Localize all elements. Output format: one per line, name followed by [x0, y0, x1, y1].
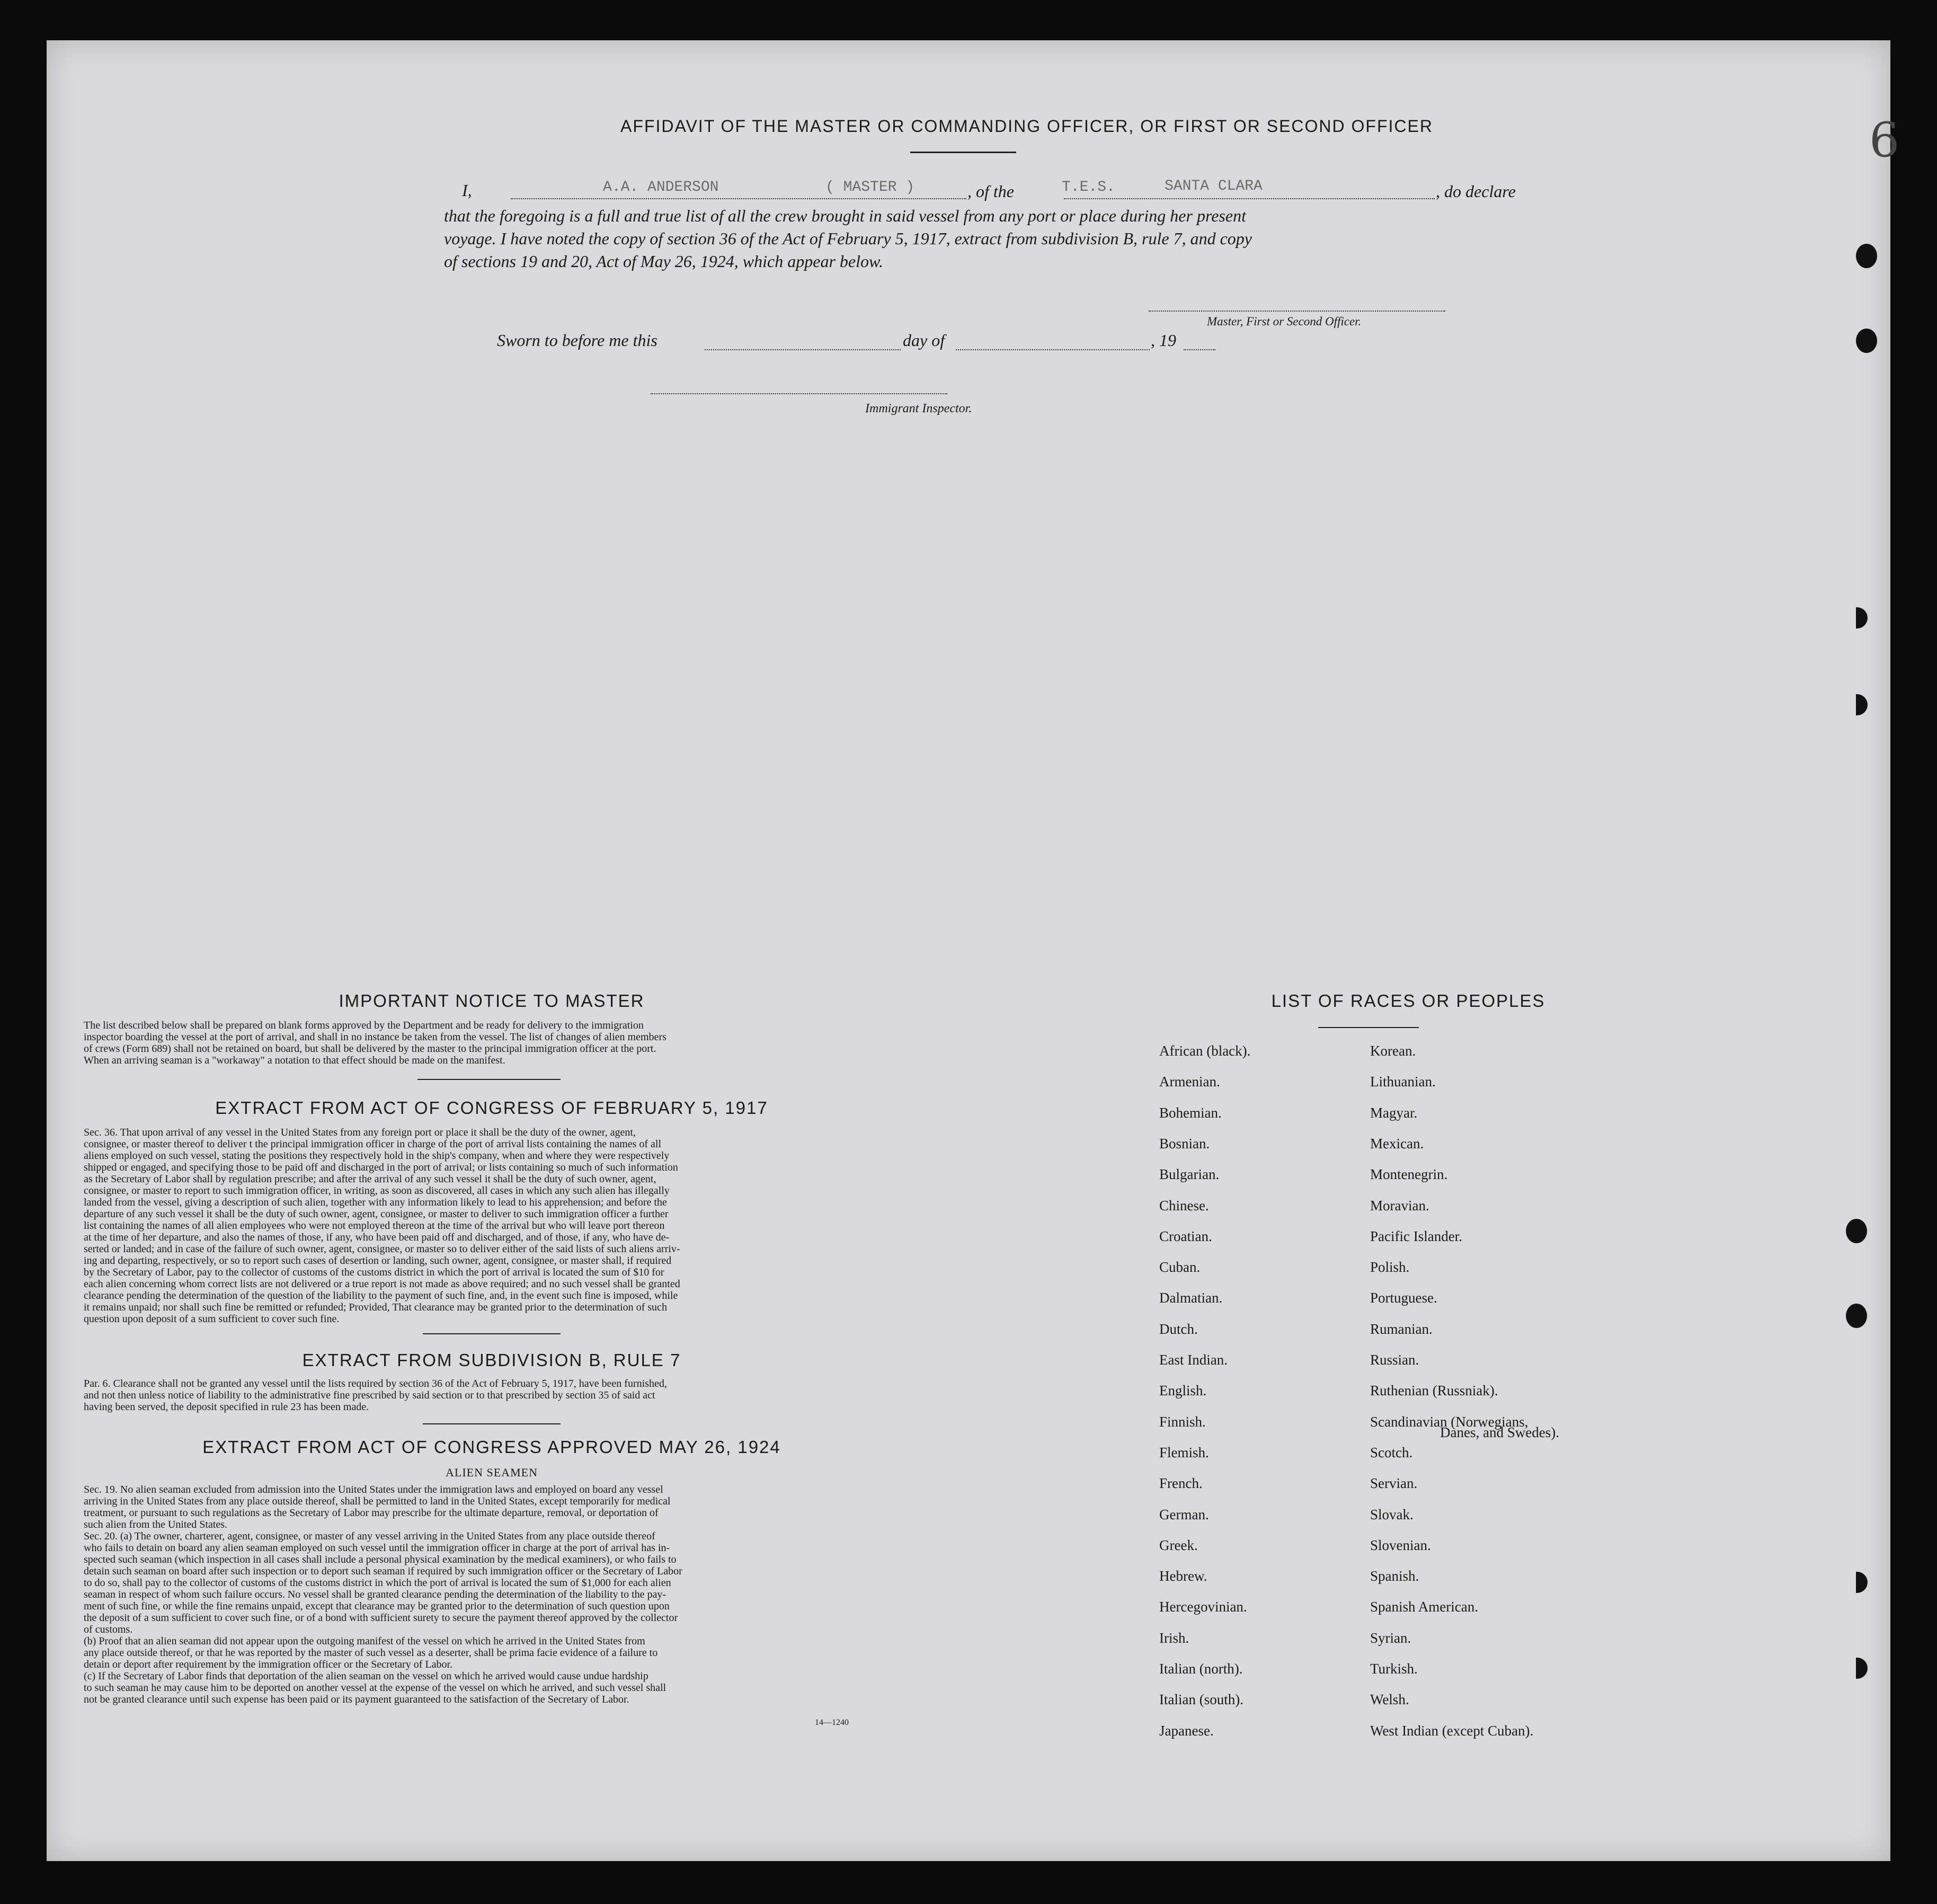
extract-1917-line: as the Secretary of Labor shall by regulation prescribe; and after the arrival of any such vessel it shall be the duty of such owner, agent, — [84, 1173, 656, 1185]
i-label: I, — [462, 181, 472, 200]
race-item: Italian (north). — [1159, 1661, 1243, 1677]
extract-rule7-line: Par. 6. Clearance shall not be granted any vessel until the lists required by section 36 of the Act of February 5, 1917, have been furnished, — [84, 1378, 667, 1389]
extract-1924-line: to such seaman he may cause him to be deported on another vessel at the expense of the vessel on which he arrived, and such vessel shall — [84, 1682, 667, 1694]
races-title: LIST OF RACES OR PEOPLES — [1271, 991, 1545, 1011]
extract-1924-line: (c) If the Secretary of Labor finds that deportation of the alien seaman on the vessel on which he arrived would cause undue hardship — [84, 1670, 648, 1682]
extract-1917-line: Sec. 36. That upon arrival of any vessel in the United States from any foreign port or place it shall be the duty of the owner, agent, — [84, 1127, 636, 1138]
extract-1924-line: to do so, shall pay to the collector of customs of the customs district in which the port of arrival is located the sum of $1,000 for each alien — [84, 1577, 671, 1589]
race-item: Polish. — [1370, 1259, 1410, 1275]
divider — [423, 1423, 561, 1424]
year-line — [1184, 349, 1215, 350]
race-item: Greek. — [1159, 1537, 1198, 1553]
extract-1924-body — [84, 1484, 900, 1705]
do-declare-label: , do declare — [1436, 182, 1516, 201]
extract-1924-line: arriving in the United States from any place outside thereof, shall be permitted to land in the United States, except temporarily for medical — [84, 1495, 671, 1507]
extract-1917-line: departure of any such vessel it shall be the duty of such owner, agent, consignee, or master to deliver to such immigration officer a further — [84, 1208, 669, 1220]
race-item: Bulgarian. — [1159, 1166, 1220, 1182]
binding-hole — [1846, 1304, 1867, 1328]
sworn-label: Sworn to before me this — [497, 331, 657, 350]
extract-1917-line: shipped or engaged, and specifying those to be paid off and discharged in the port of arrival; or lists containing so much of such information — [84, 1162, 678, 1173]
divider — [423, 1333, 561, 1334]
race-item: Hercegovinian. — [1159, 1599, 1247, 1615]
title-underline — [910, 152, 1016, 153]
race-item: Moravian. — [1370, 1198, 1429, 1214]
race-item: Ruthenian (Russniak). — [1370, 1383, 1498, 1398]
binding-hole — [1856, 694, 1868, 715]
race-item: Russian. — [1370, 1352, 1419, 1368]
sworn-month-line — [956, 349, 1150, 350]
binding-hole — [1856, 1658, 1868, 1679]
inspector-line — [651, 393, 947, 394]
binding-hole — [1856, 607, 1868, 628]
day-of-label: day of — [903, 331, 945, 350]
extract-1917-title: EXTRACT FROM ACT OF CONGRESS OF FEBRUARY 5, 1917 — [215, 1098, 768, 1118]
vessel-line — [1064, 198, 1435, 199]
extract-1917-line: aliens employed on such vessel, stating the positions they respectively hold in the ship's company, when and where they were respectively — [84, 1150, 670, 1162]
extract-1924-line: seaman in respect of whom such failure occurs. No vessel shall be granted clearance pending the determination of the liability to the pay- — [84, 1589, 667, 1600]
extract-1917-line: clearance pending the determination of the question of the liability to the payment of such fine, and, in the event such fine is imposed, while — [84, 1290, 678, 1301]
notice-line: of crews (Form 689) shall not be retained on board, but shall be delivered by the master to the principal immigration officer at the port. — [84, 1043, 656, 1055]
races-underline — [1318, 1027, 1419, 1028]
extract-1924-line: the deposit of a sum sufficient to cover such fine, or of a bond with sufficient surety to secure the payment thereof approved by the collector — [84, 1612, 678, 1624]
race-item: Portuguese. — [1370, 1290, 1437, 1306]
race-item: Scotch. — [1370, 1445, 1413, 1460]
race-item: Hebrew. — [1159, 1568, 1207, 1584]
typed-vessel: SANTA CLARA — [1165, 178, 1263, 194]
extract-1917-line: it remains unpaid; nor shall such fine be remitted or refunded; Provided, That clearance may be granted prior to the determination of such — [84, 1301, 667, 1313]
extract-1924-line: any place outside thereof, or that he was reported by the master of such vessel as a deserter, shall be prima facie evidence of a failure to — [84, 1647, 658, 1659]
affidavit-line: voyage. I have noted the copy of section 36 of the Act of February 5, 1917, extract from subdivision B, rule 7, and copy — [444, 229, 1252, 248]
race-item: Japanese. — [1159, 1723, 1214, 1739]
race-item: African (black). — [1159, 1043, 1251, 1059]
binding-hole — [1856, 329, 1877, 353]
affidavit-body — [444, 205, 1557, 273]
extract-1917-line: serted or landed; and in case of the failure of such owner, agent, consignee, or master so to deliver either of the said lists of such aliens arriv- — [84, 1243, 680, 1255]
document-sheet — [47, 40, 1900, 1861]
binding-hole — [1856, 1572, 1868, 1593]
extract-rule7-title: EXTRACT FROM SUBDIVISION B, RULE 7 — [302, 1350, 681, 1370]
race-item: Rumanian. — [1370, 1321, 1433, 1337]
signature-line — [1149, 311, 1445, 312]
affidavit-title: AFFIDAVIT OF THE MASTER OR COMMANDING OFFICER, OR FIRST OR SECOND OFFICER — [620, 117, 1433, 136]
extract-1924-line: treatment, or pursuant to such regulations as the Secretary of Labor may prescribe for the ultimate departure, removal, or deportation of — [84, 1507, 659, 1519]
typed-name: A.A. ANDERSON — [603, 179, 719, 196]
race-item: Finnish. — [1159, 1414, 1206, 1430]
extract-1917-line: by the Secretary of Labor, pay to the collector of customs of the customs district in which the port of arrival is located the sum of $10 for — [84, 1267, 664, 1278]
race-item: Dutch. — [1159, 1321, 1198, 1337]
race-item: English. — [1159, 1383, 1207, 1398]
margin-number: 6 — [1869, 112, 1900, 168]
inspector-caption: Immigrant Inspector. — [865, 402, 972, 415]
race-item: Bosnian. — [1159, 1136, 1210, 1152]
extract-1924-line: detain or deport after requirement by the immigration officer or the Secretary of Labor. — [84, 1659, 453, 1670]
extract-1917-line: ing and departing, respectively, or so to report such cases of desertion or landing, such owner, agent, consignee, or master shall, if required — [84, 1255, 672, 1267]
race-item: Magyar. — [1370, 1105, 1418, 1121]
race-item: Spanish. — [1370, 1568, 1419, 1584]
race-item: Armenian. — [1159, 1074, 1220, 1090]
name-line — [511, 198, 966, 199]
race-item: Pacific Islander. — [1370, 1228, 1462, 1244]
race-item: Welsh. — [1370, 1692, 1409, 1707]
race-item: Scandinavian (Norwegians, — [1370, 1414, 1529, 1430]
race-item: East Indian. — [1159, 1352, 1228, 1368]
race-item: Mexican. — [1370, 1136, 1424, 1152]
race-item: Slovak. — [1370, 1507, 1414, 1522]
binding-hole — [1856, 244, 1877, 268]
race-item: Lithuanian. — [1370, 1074, 1436, 1090]
race-item: Korean. — [1370, 1043, 1416, 1059]
extract-1917-line: list containing the names of all alien employees who were not employed thereon at the time of the arrival but who will leave port thereon — [84, 1220, 665, 1232]
notice-body — [84, 1020, 900, 1066]
extract-1924-line: (b) Proof that an alien seaman did not appear upon the outgoing manifest of the vessel on which he arrived in the United States from — [84, 1635, 645, 1647]
notice-title: IMPORTANT NOTICE TO MASTER — [339, 991, 645, 1011]
extract-1924-line: who fails to detain on board any alien seaman employed on such vessel until the immigration officer in charge at the port of arrival has in- — [84, 1542, 670, 1554]
extract-1917-line: question upon deposit of a sum sufficient to cover such fine. — [84, 1313, 340, 1325]
extract-1924-line: not be granted clearance until such expense has been paid or its payment guaranteed to the satisfaction of the Secretary of Labor. — [84, 1694, 629, 1705]
extract-1924-line: such alien from the United States. — [84, 1519, 228, 1530]
race-item: Turkish. — [1370, 1661, 1418, 1677]
race-item: French. — [1159, 1475, 1203, 1491]
race-item: Spanish American. — [1370, 1599, 1478, 1615]
race-item: Montenegrin. — [1370, 1166, 1448, 1182]
extract-1924-subtitle: ALIEN SEAMEN — [446, 1466, 538, 1479]
extract-rule7-body — [84, 1378, 900, 1413]
typed-rank: ( MASTER ) — [825, 179, 915, 196]
race-scandinavian-cont: Danes, and Swedes). — [1440, 1424, 1559, 1440]
race-item: Servian. — [1370, 1475, 1418, 1491]
form-number: 14—1240 — [815, 1718, 849, 1727]
of-the-label: , of the — [967, 182, 1014, 201]
extract-rule7-line: and not then unless notice of liability to the administrative fine prescribed by said section or to that prescribed by section 35 of said act — [84, 1389, 655, 1401]
binding-hole — [1846, 1219, 1867, 1243]
extract-1917-line: landed from the vessel, giving a description of such alien, together with any information likely to lead to his apprehension; and before the — [84, 1197, 667, 1208]
extract-1924-line: spected such seaman (which inspection in all cases shall include a personal physical examination by the medical examiners), or who fails to — [84, 1554, 677, 1565]
race-item: Flemish. — [1159, 1445, 1209, 1460]
sworn-day-line — [705, 349, 901, 350]
race-item: German. — [1159, 1507, 1209, 1522]
extract-1924-line: ment of such fine, or while the fine remains unpaid, except that clearance may be granted prior to the determination of such question upon — [84, 1600, 670, 1612]
race-item: Syrian. — [1370, 1630, 1411, 1646]
extract-1917-line: each alien concerning whom correct lists are not delivered or a true report is not made as above required; and no such vessel shall be granted — [84, 1278, 680, 1290]
affidavit-line: of sections 19 and 20, Act of May 26, 1924, which appear below. — [444, 252, 883, 271]
race-item: Bohemian. — [1159, 1105, 1222, 1121]
race-item: Cuban. — [1159, 1259, 1201, 1275]
extract-1917-line: at the time of her departure, and also the names of those, if any, who have been paid off and discharged, and of those, if any, who have de- — [84, 1232, 670, 1243]
race-item: Slovenian. — [1370, 1537, 1431, 1553]
divider — [417, 1079, 561, 1080]
extract-1924-line: Sec. 20. (a) The owner, charterer, agent, consignee, or master of any vessel arriving in the United States from any place outside thereof — [84, 1530, 655, 1542]
notice-line: inspector boarding the vessel at the port of arrival, and shall in no instance be taken from the vessel. The list of changes of alien members — [84, 1031, 667, 1043]
race-item: Croatian. — [1159, 1228, 1212, 1244]
extract-rule7-line: having been served, the deposit specified in rule 23 has been made. — [84, 1401, 369, 1413]
year-label: , 19 — [1151, 331, 1176, 350]
race-item: West Indian (except Cuban). — [1370, 1723, 1534, 1739]
race-item: Irish. — [1159, 1630, 1189, 1646]
extract-1924-line: of customs. — [84, 1624, 133, 1635]
notice-line: When an arriving seaman is a "workaway" a notation to that effect should be made on the manifest. — [84, 1055, 505, 1066]
race-item: Dalmatian. — [1159, 1290, 1223, 1306]
affidavit-line: that the foregoing is a full and true list of all the crew brought in said vessel from any port or place during her present — [444, 206, 1246, 225]
extract-1924-line: Sec. 19. No alien seaman excluded from admission into the United States under the immigration laws and employed on board any vessel — [84, 1484, 663, 1495]
typed-vessel-prefix: T.E.S. — [1062, 179, 1115, 196]
extract-1917-body — [84, 1127, 900, 1325]
extract-1924-line: detain such seaman on board after such inspection or to deport such seaman if required by such immigration officer or the Secretary of Labor — [84, 1565, 682, 1577]
notice-line: The list described below shall be prepared on blank forms approved by the Department and be ready for delivery to the immigration — [84, 1020, 644, 1031]
race-item: Italian (south). — [1159, 1692, 1243, 1707]
signature-caption: Master, First or Second Officer. — [1207, 315, 1362, 328]
extract-1917-line: consignee, or master thereof to deliver t the principal immigration officer in charge of the port of arrival lists containing the names of all — [84, 1138, 662, 1150]
extract-1924-title: EXTRACT FROM ACT OF CONGRESS APPROVED MAY 26, 1924 — [202, 1437, 781, 1457]
race-item: Chinese. — [1159, 1198, 1209, 1214]
extract-1917-line: consignee, or master to report to such immigration officer, in writing, as soon as discovered, all cases in which any such alien has illegally — [84, 1185, 670, 1197]
